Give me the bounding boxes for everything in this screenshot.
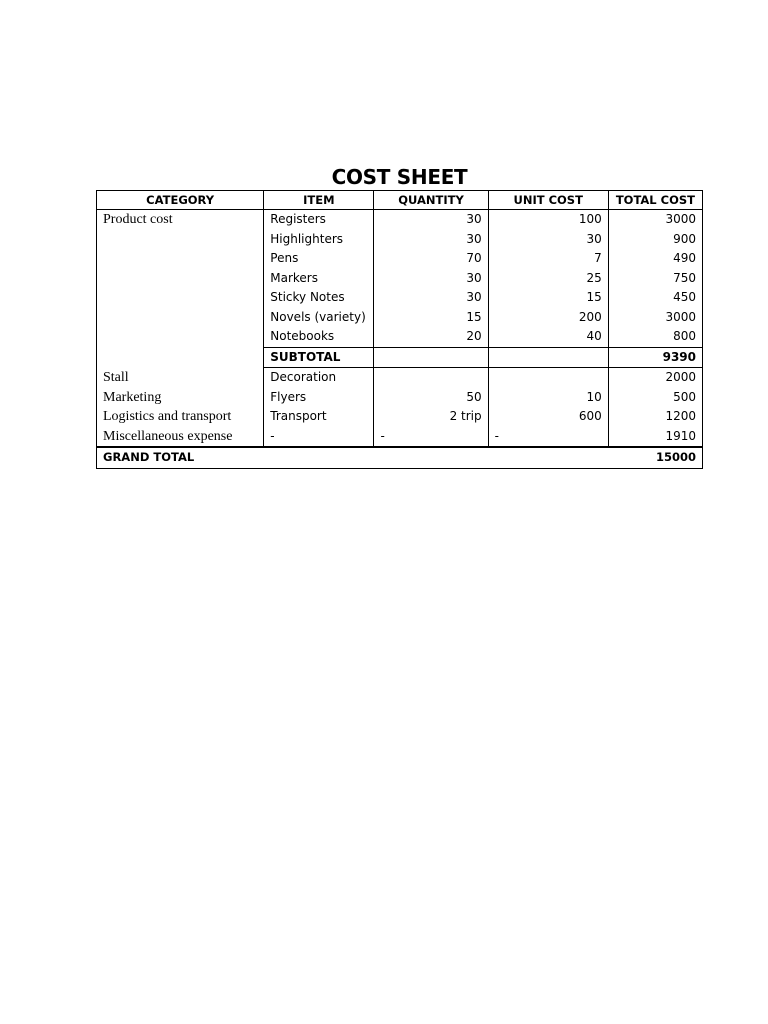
item-cell: Highlighters [264,230,374,250]
unit-cost-cell: 40 [488,327,608,347]
header-total-cost: TOTAL COST [608,191,702,210]
quantity-cell: 50 [374,388,488,408]
quantity-cell: 30 [374,269,488,289]
item-cell: Pens [264,249,374,269]
table-row [97,210,703,230]
table-row [97,388,703,408]
category-cell [97,230,264,250]
grand-total-value: 15000 [608,447,702,468]
unit-cost-cell [488,368,608,388]
header-unit-cost: UNIT COST [488,191,608,210]
sheet-title: COST SHEET [331,165,468,189]
table-row [97,327,703,347]
total-cost-cell: 1200 [608,407,702,427]
subtotal-row [97,347,703,368]
unit-cost-cell [488,347,608,368]
grand-total-label: GRAND TOTAL [97,447,609,468]
unit-cost-cell: 30 [488,230,608,250]
total-cost-cell: 750 [608,269,702,289]
category-cell [97,347,264,368]
table-row [97,269,703,289]
quantity-cell: 20 [374,327,488,347]
subtotal-label: SUBTOTAL [264,347,374,368]
header-item: ITEM [264,191,374,210]
category-cell: Logistics and transport [97,407,264,427]
category-cell [97,288,264,308]
item-cell: Decoration [264,368,374,388]
category-cell [97,269,264,289]
table-row [97,288,703,308]
subtotal-value: 9390 [608,347,702,368]
item-cell: Notebooks [264,327,374,347]
quantity-cell: 30 [374,210,488,230]
category-cell [97,308,264,328]
table-row [97,427,703,448]
quantity-cell: - [374,427,488,448]
header-category: CATEGORY [97,191,264,210]
grand-total-row [97,447,703,468]
unit-cost-cell: 7 [488,249,608,269]
item-cell: Flyers [264,388,374,408]
cost-table [96,190,703,469]
item-cell: Novels (variety) [264,308,374,328]
total-cost-cell: 800 [608,327,702,347]
quantity-cell [374,347,488,368]
total-cost-cell: 450 [608,288,702,308]
quantity-cell: 30 [374,288,488,308]
table-row [97,368,703,388]
unit-cost-cell: 100 [488,210,608,230]
table-row [97,407,703,427]
unit-cost-cell: - [488,427,608,448]
table-row [97,308,703,328]
category-cell: Miscellaneous expense [97,427,264,448]
header-quantity: QUANTITY [374,191,488,210]
total-cost-cell: 500 [608,388,702,408]
total-cost-cell: 900 [608,230,702,250]
header-row [97,191,703,210]
quantity-cell: 30 [374,230,488,250]
item-cell: Sticky Notes [264,288,374,308]
category-cell: Product cost [97,210,264,230]
category-cell [97,249,264,269]
item-cell: - [264,427,374,448]
total-cost-cell: 3000 [608,210,702,230]
category-cell: Stall [97,368,264,388]
quantity-cell: 15 [374,308,488,328]
table-row [97,249,703,269]
item-cell: Registers [264,210,374,230]
table-row [97,230,703,250]
total-cost-cell: 1910 [608,427,702,448]
quantity-cell [374,368,488,388]
quantity-cell: 70 [374,249,488,269]
unit-cost-cell: 25 [488,269,608,289]
total-cost-cell: 2000 [608,368,702,388]
unit-cost-cell: 10 [488,388,608,408]
total-cost-cell: 490 [608,249,702,269]
category-cell [97,327,264,347]
item-cell: Transport [264,407,374,427]
unit-cost-cell: 600 [488,407,608,427]
unit-cost-cell: 15 [488,288,608,308]
quantity-cell: 2 trip [374,407,488,427]
category-cell: Marketing [97,388,264,408]
total-cost-cell: 3000 [608,308,702,328]
unit-cost-cell: 200 [488,308,608,328]
item-cell: Markers [264,269,374,289]
